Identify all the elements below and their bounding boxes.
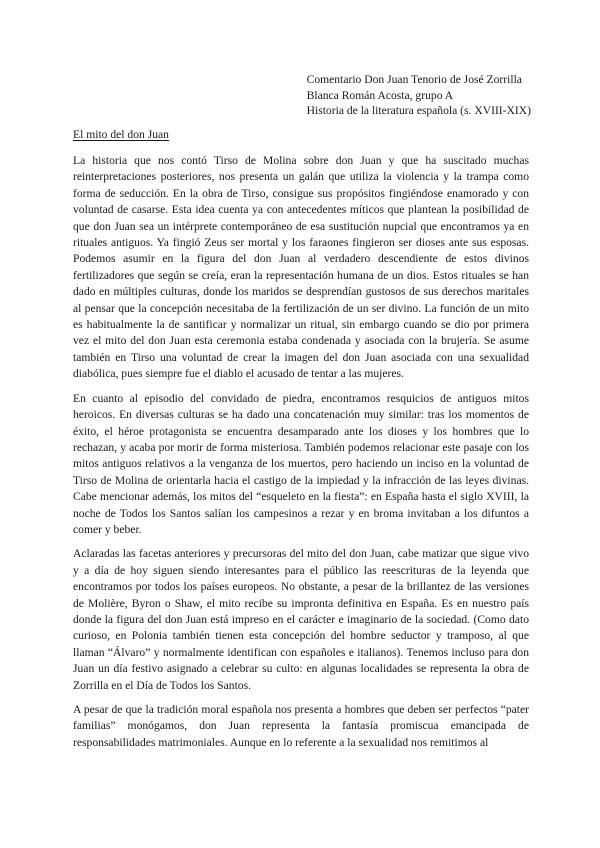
section-title: El mito del don Juan <box>73 128 169 141</box>
paragraph-3: Aclaradas las facetas anteriores y precursoras del mito del don Juan, cabe matizar que sigue vivo y a día de hoy siguen siendo interesantes para el público las reescrituras de la leyenda que encontramos por todos los países europeos. No obstante, a pesar de la brillantez de las versiones de Molière, Byron o Shaw, el mito recibe su impronta definitiva en España. Es en nuestro país donde la figura del don Juan está impreso en el carácter e imaginario de la sociedad. (Como dato curioso, en Polonia también tienen esta concepción del hombre seductor y tramposo, al que llaman “Álvaro” y normalmente identifican con españoles e italianos). Tenemos incluso para don Juan un día festivo asignado a celebrar su culto: en algunas localidades se representa la obra de Zorrilla en el Día de Todos los Santos. <box>73 547 529 692</box>
header-line-author: Blanca Román Acosta, grupo A <box>306 88 454 102</box>
header-line-course-work: Comentario Don Juan Tenorio de José Zorrilla <box>306 73 522 86</box>
paragraph-1: La historia que nos contó Tirso de Molina sobre don Juan y que ha suscitado muchas reinterpretaciones posteriores, nos presenta un galán que utiliza la violencia y la trampa como forma de seducción. En la obra de Tirso, consigue sus propósitos fingiéndose enamorado y con voluntad de casarse. Esta idea cuenta ya con antecedentes míticos que plantean la posibilidad de que don Juan sea un intérprete contemporáneo de esa sustitución nupcial que encontramos ya en rituales antiguos. Ya fingió Zeus ser mortal y los faraones fingieron ser dioses ante sus esposas. Podemos asumir en la figura del don Juan al verdadero descendiente de estos divinos fertilizadores que según se creía, eran la representación humana de un dios. Estos rituales se han dado en múltiples culturas, donde los maridos se desprendían gustosos de sus derechos maritales al pensar que la concepción necesitaba de la fertilización de un ser divino. La función de un mito es habitualmente la de santificar y normalizar un ritual, sin embargo cuando se dio por primera vez el mito del don Juan esta ceremonia estaba condenada y asociada con la brujería. Se asume también en Tirso una voluntad de crear la imagen del don Juan asociada con una sexualidad diabólica, pues siempre fue el diablo el acusado de tentar a las mujeres. <box>73 154 529 381</box>
paragraph-4: A pesar de que la tradición moral española nos presenta a hombres que deben ser perfectos “pater familias” monógamos, don Juan representa la fantasía promiscua emancipada de responsabilidades matrimoniales. Aunque en lo referente a la sexualidad nos remitimos al <box>73 703 529 749</box>
header-line-subject: Historia de la literatura española (s. XVIII-XIX) <box>306 104 531 117</box>
paragraph-2: En cuanto al episodio del convidado de piedra, encontramos resquicios de antiguos mitos heroicos. En diversas culturas se ha dado una concatenación muy similar: tras los momentos de éxito, el héroe protagonista se encuentra desamparado ante los dioses y los hombres que lo rechazan, y acaba por morir de forma misteriosa. También podemos relacionar este pasaje con los mitos antiguos relativos a la venganza de los muertos, pero haciendo un inciso en la voluntad de Tirso de Molina de orientarla hacia el castigo de la impiedad y la infracción de las leyes divinas. Cabe mencionar además, los mitos del “esqueleto en la fiesta”: en España hasta el siglo XVIII, la noche de Todos los Santos salían los campesinos a rezar y en broma invitaban a los difuntos a comer y beber. <box>73 391 529 536</box>
document-body <box>73 153 529 759</box>
document-header <box>307 72 531 119</box>
